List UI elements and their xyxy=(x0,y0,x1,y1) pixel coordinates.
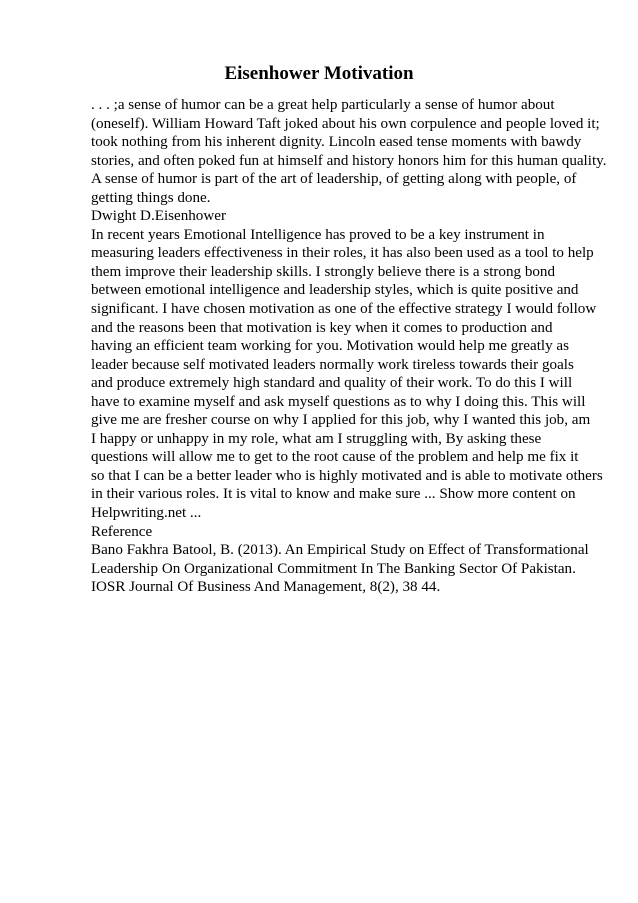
text-line: questions will allow me to get to the root cause of the problem and help me fix it xyxy=(91,449,579,466)
text-line: A sense of humor is part of the art of leadership, of getting along with people, of xyxy=(91,171,577,188)
text-line: (oneself). William Howard Taft joked about his own corpulence and people loved it; xyxy=(91,115,600,132)
text-line: give me are fresher course on why I applied for this job, why I wanted this job, am xyxy=(91,412,591,429)
text-line: In recent years Emotional Intelligence has proved to be a key instrument in xyxy=(91,226,545,243)
reference-heading: Reference xyxy=(91,523,153,540)
reference-entry-line: IOSR Journal Of Business And Management, 8(2), 38 44. xyxy=(91,579,441,596)
text-line: significant. I have chosen motivation as one of the effective strategy I would follow xyxy=(91,301,597,318)
document-title: Eisenhower Motivation xyxy=(224,63,414,84)
text-line: having an efficient team working for you. Motivation would help me greatly as xyxy=(91,338,569,355)
text-line: so that I can be a better leader who is highly motivated and is able to motivate others xyxy=(91,467,603,484)
quote-attribution: Dwight D.Eisenhower xyxy=(91,208,226,225)
text-line: leader because self motivated leaders normally work tireless towards their goals xyxy=(91,356,574,373)
text-line: have to examine myself and ask myself questions as to why I doing this. This will xyxy=(91,393,586,410)
reference-entry-line: Bano Fakhra Batool, B. (2013). An Empirical Study on Effect of Transformational xyxy=(91,542,589,559)
text-line: . . . ;a sense of humor can be a great help particularly a sense of humor about xyxy=(91,97,555,113)
text-line: getting things done. xyxy=(91,189,211,206)
text-line: and the reasons been that motivation is key when it comes to production and xyxy=(91,319,553,336)
text-line: and produce extremely high standard and quality of their work. To do this I will xyxy=(91,375,573,392)
text-line: them improve their leadership skills. I strongly believe there is a strong bond xyxy=(91,263,556,280)
reference-entry-line: Leadership On Organizational Commitment In The Banking Sector Of Pakistan. xyxy=(91,560,576,577)
text-line: measuring leaders effectiveness in their roles, it has also been used as a tool to help xyxy=(91,245,594,262)
text-line: between emotional intelligence and leadership styles, which is quite positive and xyxy=(91,282,579,299)
text-line: I happy or unhappy in my role, what am I struggling with, By asking these xyxy=(91,430,542,447)
text-line: in their various roles. It is vital to know and make sure ... Show more content on xyxy=(91,486,576,503)
text-line: Helpwriting.net ... xyxy=(91,505,202,522)
text-line: stories, and often poked fun at himself and history honors him for this human quality. xyxy=(91,152,607,169)
document-body xyxy=(91,96,607,597)
text-line: took nothing from his inherent dignity. Lincoln eased tense moments with bawdy xyxy=(91,134,582,151)
